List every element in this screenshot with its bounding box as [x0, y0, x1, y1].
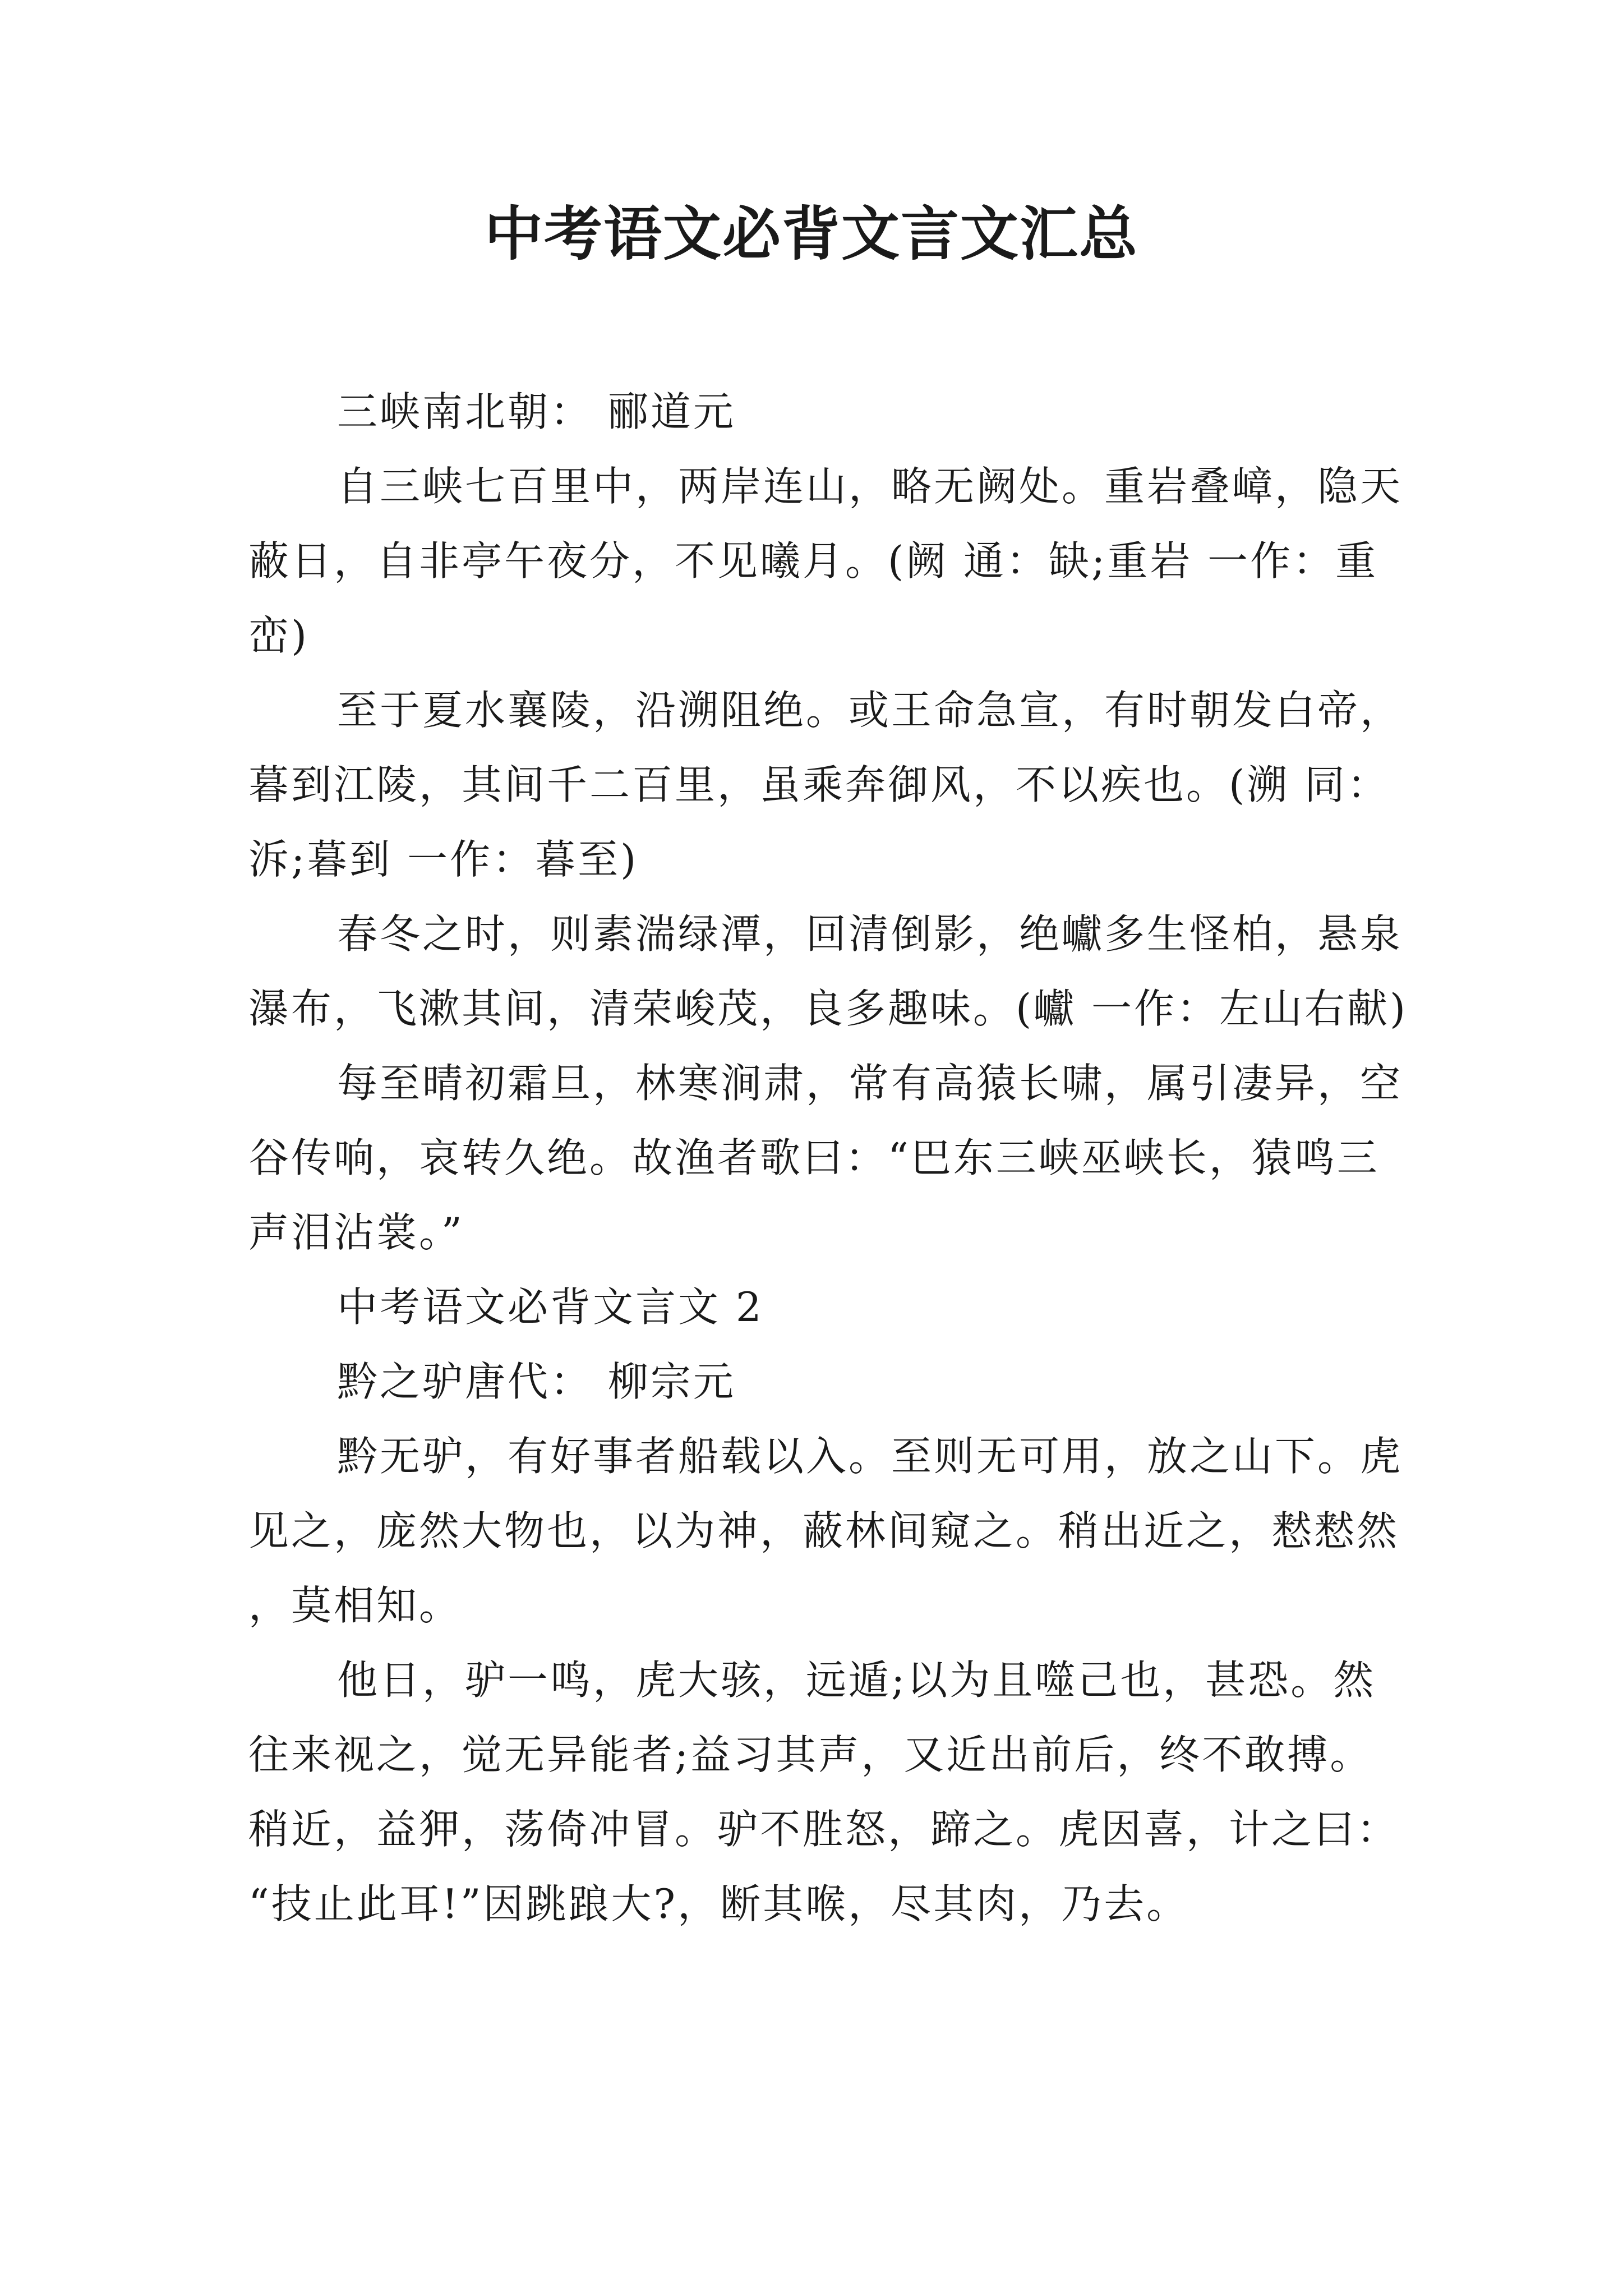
document-title: 中考语文必背文言文汇总: [484, 199, 1138, 268]
section-heading-2: 中考语文必背文言文 2: [337, 1283, 764, 1331]
paragraph: 每至晴初霜旦，林寒涧肃，常有高猿长啸，属引凄异，空谷传响，哀转久绝。故渔者歌曰：“巴东三峡巫峡长，猿鸣三声泪沾裳。”: [248, 1060, 1403, 1256]
paragraph: 黔无驴，有好事者船载以入。至则无可用，放之山下。虎见之，庞然大物也，以为神，蔽林间窥之。稍出近之，慭慭然，莫相知。: [248, 1433, 1403, 1629]
document-body: [248, 375, 1413, 1941]
paragraph: 至于夏水襄陵，沿溯阻绝。或王命急宣，有时朝发白帝，暮到江陵，其间千二百里，虽乘奔御风，不以疾也。(溯 同：泝;暮到 一作：暮至): [248, 687, 1403, 883]
section-heading-qianzhilv: 黔之驴唐代： 柳宗元: [337, 1358, 736, 1405]
paragraph: 春冬之时，则素湍绿潭，回清倒影，绝巘多生怪柏，悬泉瀑布，飞漱其间，清荣峻茂，良多趣味。(巘 一作：左山右献): [248, 910, 1408, 1032]
section-heading-sanxia: 三峡南北朝： 郦道元: [337, 388, 736, 435]
paragraph: 自三峡七百里中，两岸连山，略无阙处。重岩叠嶂，隐天蔽日，自非亭午夜分，不见曦月。(阙 通：缺;重岩 一作：重峦): [248, 463, 1403, 659]
paragraph: 他日，驴一鸣，虎大骇，远遁;以为且噬己也，甚恐。然往来视之，觉无异能者;益习其声，又近出前后，终不敢搏。稍近，益狎，荡倚冲冒。驴不胜怒，蹄之。虎因喜，计之曰：“技止此耳!”因跳踉大?，断其喉，尽其肉，乃去。: [248, 1657, 1400, 1927]
